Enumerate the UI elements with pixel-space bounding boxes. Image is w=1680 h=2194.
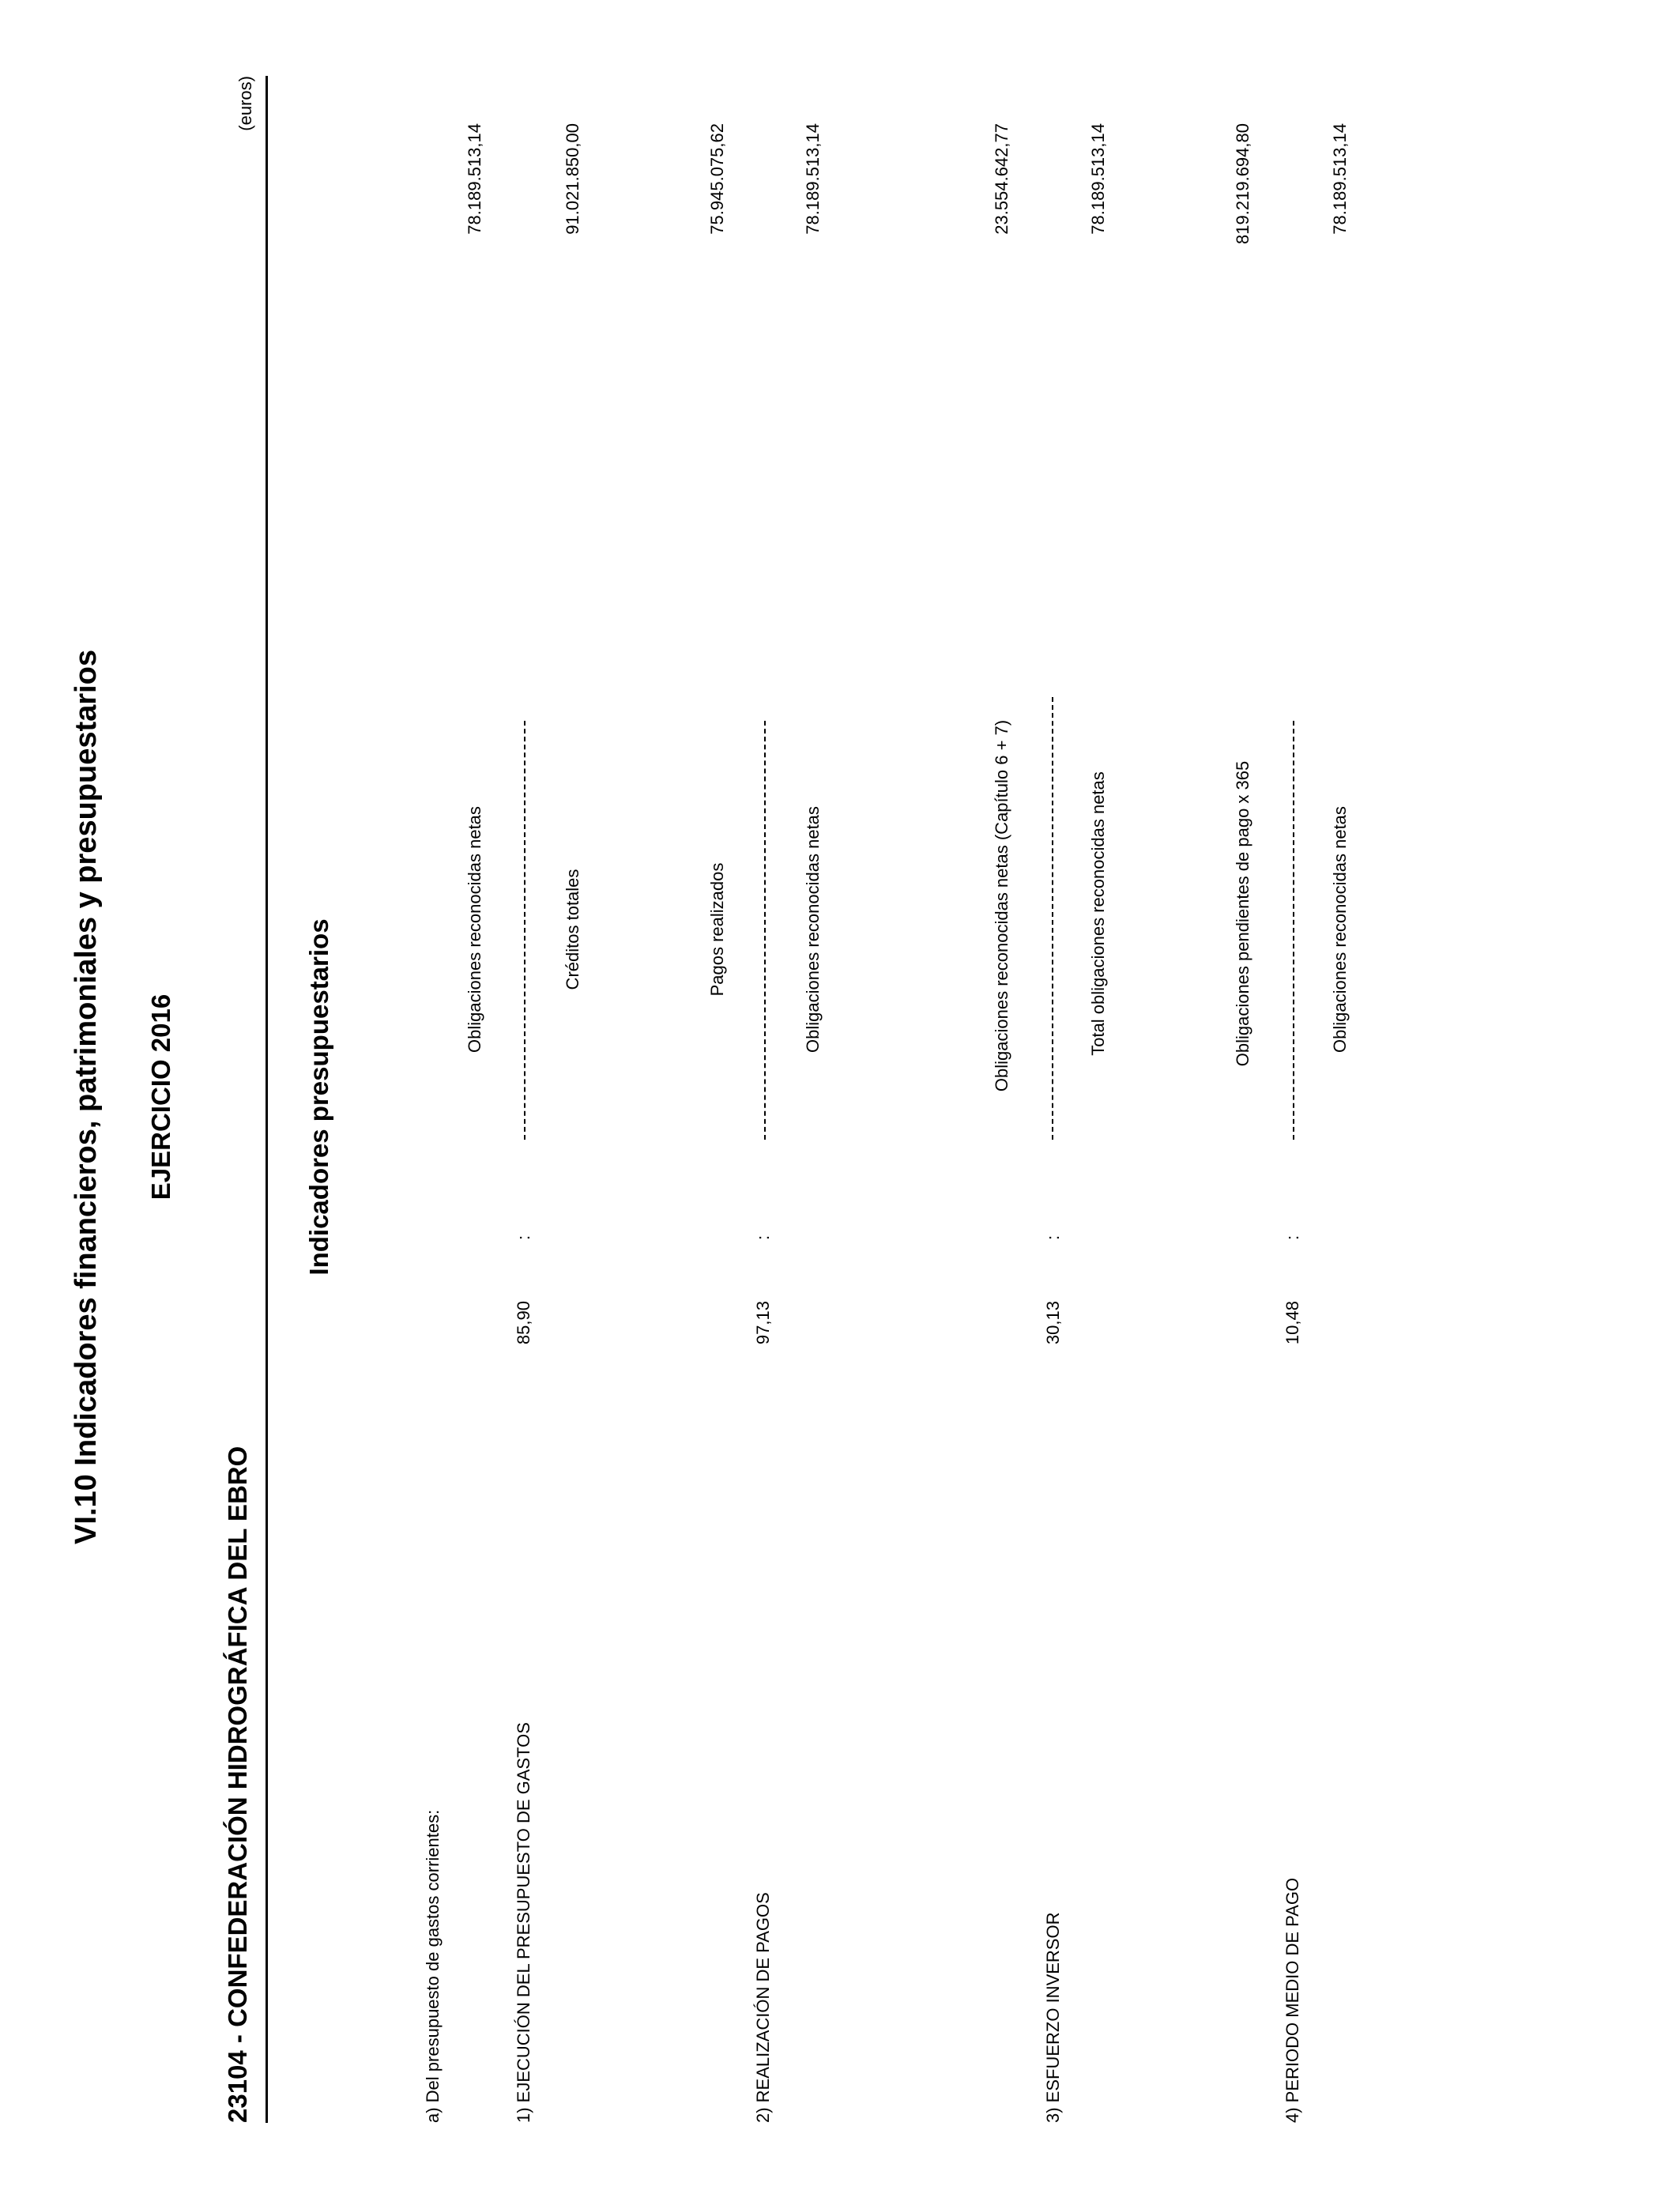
denominator-label: Créditos totales xyxy=(563,869,582,990)
denominator-amount: 91.021.850,00 xyxy=(563,123,582,235)
indicator-colon: : xyxy=(1283,1235,1302,1240)
fraction-line xyxy=(1293,721,1294,1140)
numerator-amount: 75.945.075,62 xyxy=(707,123,727,235)
numerator-amount: 78.189.513,14 xyxy=(465,123,484,235)
indicator-value: 10,48 xyxy=(1283,1301,1302,1345)
numerator-label: Obligaciones reconocidas netas xyxy=(465,806,484,1053)
indicator-label: 1) EJECUCIÓN DEL PRESUPUESTO DE GASTOS xyxy=(514,1722,533,2123)
indicator-colon: : xyxy=(1043,1235,1063,1240)
indicator-label: 4) PERIODO MEDIO DE PAGO xyxy=(1283,1877,1302,2123)
numerator-amount: 819.219.694,80 xyxy=(1233,123,1252,244)
denominator-label: Obligaciones reconocidas netas xyxy=(1330,806,1350,1053)
indicator-label: 3) ESFUERZO INVERSOR xyxy=(1043,1912,1063,2123)
indicator-value: 85,90 xyxy=(514,1301,533,1345)
currency-note: (euros) xyxy=(235,76,255,131)
section-subtitle: a) Del presupuesto de gastos corrientes: xyxy=(423,1809,443,2123)
section-title: Indicadores presupuestarios xyxy=(304,918,333,1276)
numerator-amount: 23.554.642,77 xyxy=(992,123,1011,235)
denominator-amount: 78.189.513,14 xyxy=(803,123,823,235)
denominator-amount: 78.189.513,14 xyxy=(1088,123,1108,235)
fraction-line xyxy=(524,721,525,1140)
numerator-label: Obligaciones reconocidas netas (Capítulo 6 + 7) xyxy=(992,719,1011,1092)
entity-name: 23104 - CONFEDERACIÓN HIDROGRÁFICA DEL EBRO xyxy=(223,1446,252,2123)
fraction-line xyxy=(764,721,766,1140)
indicator-value: 97,13 xyxy=(753,1301,773,1345)
numerator-label: Obligaciones pendientes de pago x 365 xyxy=(1233,760,1252,1067)
denominator-label: Obligaciones reconocidas netas xyxy=(803,806,823,1053)
header-rule xyxy=(266,76,268,2123)
report-title: VI.10 Indicadores financieros, patrimoniales y presupuestarios xyxy=(70,650,103,1544)
denominator-label: Total obligaciones reconocidas netas xyxy=(1088,771,1108,1056)
indicator-value: 30,13 xyxy=(1043,1301,1063,1345)
indicator-colon: : xyxy=(753,1235,773,1240)
fiscal-year: EJERCICIO 2016 xyxy=(146,993,175,1201)
fraction-line xyxy=(1052,697,1053,1140)
indicator-colon: : xyxy=(514,1235,533,1240)
indicator-label: 2) REALIZACIÓN DE PAGOS xyxy=(753,1892,773,2123)
denominator-amount: 78.189.513,14 xyxy=(1330,123,1350,235)
numerator-label: Pagos realizados xyxy=(707,862,727,997)
